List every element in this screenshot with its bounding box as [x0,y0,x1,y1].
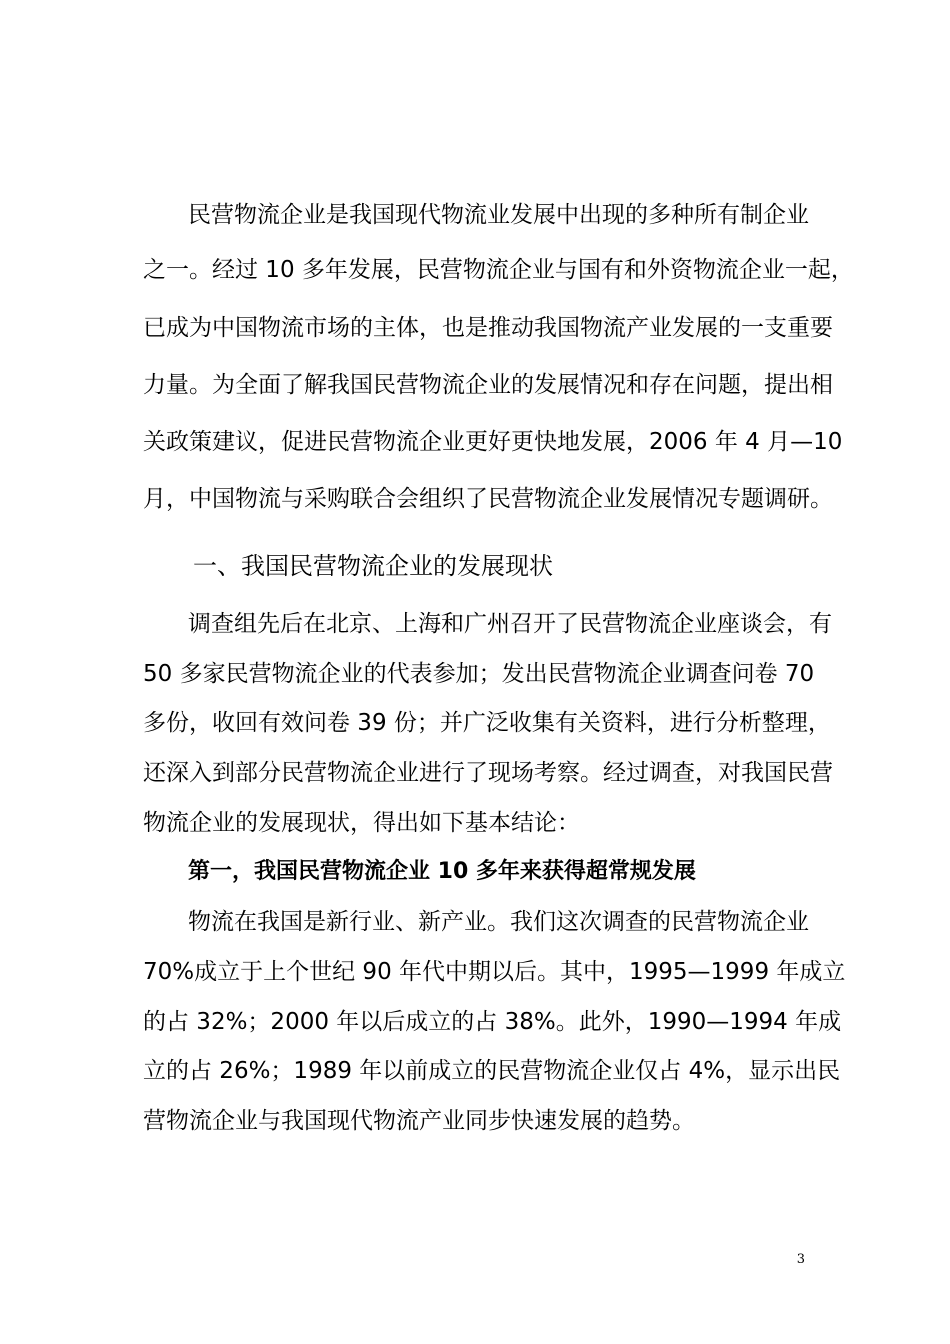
subheading: 第一，我国民营物流企业 10 多年来获得超常规发展 [188,859,696,884]
paragraph-3-line-5: 营物流企业与我国现代物流产业同步快速发展的趋势。 [143,1108,695,1134]
paragraph-1-line-5: 关政策建议，促进民营物流企业更好更快地发展，2006 年 4 月—10 [143,429,843,455]
paragraph-1-line-6: 月，中国物流与采购联合会组织了民营物流企业发展情况专题调研。 [143,486,833,512]
paragraph-3-line-2: 70%成立于上个世纪 90 年代中期以后。其中，1995—1999 年成立 [143,959,846,985]
paragraph-2-line-5: 物流企业的发展现状，得出如下基本结论： [143,810,580,836]
paragraph-1-line-3: 已成为中国物流市场的主体，也是推动我国物流产业发展的一支重要 [143,315,833,341]
paragraph-1-line-4: 力量。为全面了解我国民营物流企业的发展情况和存在问题，提出相 [143,372,833,398]
paragraph-2-line-4: 还深入到部分民营物流企业进行了现场考察。经过调查，对我国民营 [143,760,833,786]
section-heading: 一、我国民营物流企业的发展现状 [193,552,553,580]
paragraph-3-line-4: 立的占 26%；1989 年以前成立的民营物流企业仅占 4%，显示出民 [143,1058,841,1084]
page-number: 3 [796,1252,805,1267]
paragraph-3-line-1: 物流在我国是新行业、新产业。我们这次调查的民营物流企业 [188,909,809,935]
paragraph-2-line-2: 50 多家民营物流企业的代表参加；发出民营物流企业调查问卷 70 [143,661,815,687]
paragraph-3-line-3: 的占 32%；2000 年以后成立的占 38%。此外，1990—1994 年成 [143,1009,842,1035]
paragraph-2-line-1: 调查组先后在北京、上海和广州召开了民营物流企业座谈会，有 [188,611,832,637]
paragraph-1-line-2: 之一。经过 10 多年发展，民营物流企业与国有和外资物流企业一起， [143,257,854,283]
paragraph-2-line-3: 多份，收回有效问卷 39 份；并广泛收集有关资料，进行分析整理， [143,710,831,736]
paragraph-1-line-1: 民营物流企业是我国现代物流业发展中出现的多种所有制企业 [188,202,809,228]
